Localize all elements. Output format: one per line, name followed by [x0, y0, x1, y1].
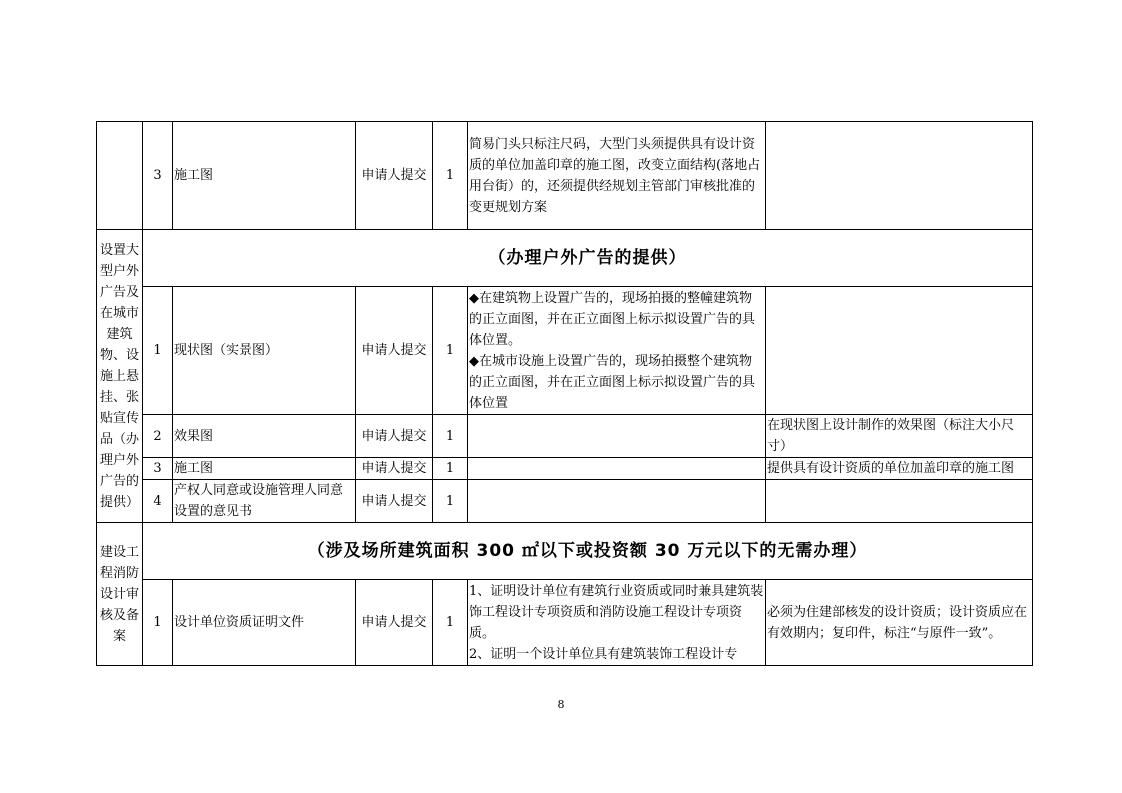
table-row: [97, 458, 1033, 480]
material-source: 申请人提交: [356, 287, 433, 415]
material-quantity: 1: [433, 122, 468, 230]
material-name: 现状图（实景图）: [173, 287, 356, 415]
table-row: [97, 580, 1033, 666]
material-description: 简易门头只标注尺码，大型门头须提供具有设计资质的单位加盖印章的施工图，改变立面结构(落地占用台街）的，还须提供经规划主管部门审核批准的变更规划方案: [468, 122, 766, 230]
material-note: [766, 480, 1033, 523]
row-number: 3: [143, 458, 173, 480]
category-cell-empty: [97, 122, 143, 230]
material-name: 效果图: [173, 415, 356, 458]
material-name: 施工图: [173, 458, 356, 480]
material-note: [766, 287, 1033, 415]
material-name: 设计单位资质证明文件: [173, 580, 356, 666]
material-quantity: 1: [433, 458, 468, 480]
document-table: [96, 121, 1033, 666]
material-source: 申请人提交: [356, 415, 433, 458]
material-note: 提供具有设计资质的单位加盖印章的施工图: [766, 458, 1033, 480]
description-line-2: ◆在城市设施上设置广告的，现场拍摄整个建筑物的正立面图，并在正立面图上标示拟设置广告的具体位置: [469, 353, 756, 411]
table-row: [97, 287, 1033, 415]
material-note: [766, 122, 1033, 230]
section-header-row: [97, 230, 1033, 287]
material-source: 申请人提交: [356, 480, 433, 523]
row-number: 1: [143, 580, 173, 666]
material-description: [468, 458, 766, 480]
table-row: [97, 122, 1033, 230]
row-number: 3: [143, 122, 173, 230]
row-number: 1: [143, 287, 173, 415]
description-line-2: 2、证明一个设计单位具有建筑装饰工程设计专: [469, 646, 738, 662]
material-quantity: 1: [433, 580, 468, 666]
description-line-1: ◆在建筑物上设置广告的，现场拍摄的整幢建筑物的正立面图，并在正立面图上标示拟设置广告的具体位置。: [469, 290, 756, 348]
material-name: 产权人同意或设施管理人同意设置的意见书: [173, 480, 356, 523]
section-header: （涉及场所建筑面积 300 ㎡以下或投资额 30 万元以下的无需办理）: [143, 523, 1033, 580]
description-line-1: 1、证明设计单位有建筑行业资质或同时兼具建筑装饰工程设计专项资质和消防设施工程设计专项资质。: [469, 583, 764, 641]
material-quantity: 1: [433, 480, 468, 523]
material-description: [468, 287, 766, 415]
material-source: 申请人提交: [356, 580, 433, 666]
row-number: 2: [143, 415, 173, 458]
material-name: 施工图: [173, 122, 356, 230]
category-cell: 设置大型户外广告及在城市建筑物、设施上悬挂、张贴宣传品（办理户外广告的提供）: [97, 230, 143, 523]
material-note: 在现状图上设计制作的效果图（标注大小尺寸）: [766, 415, 1033, 458]
row-number: 4: [143, 480, 173, 523]
material-quantity: 1: [433, 287, 468, 415]
material-description: [468, 580, 766, 666]
material-description: [468, 480, 766, 523]
page-number: 8: [557, 698, 565, 711]
material-note: 必须为住建部核发的设计资质；设计资质应在有效期内；复印件，标注“与原件一致”。: [766, 580, 1033, 666]
material-quantity: 1: [433, 415, 468, 458]
material-source: 申请人提交: [356, 122, 433, 230]
table-row: [97, 480, 1033, 523]
section-header-row: [97, 523, 1033, 580]
material-source: 申请人提交: [356, 458, 433, 480]
table-row: [97, 415, 1033, 458]
material-description: [468, 415, 766, 458]
category-cell: 建设工程消防设计审核及备案: [97, 523, 143, 666]
section-header: （办理户外广告的提供）: [143, 230, 1033, 287]
